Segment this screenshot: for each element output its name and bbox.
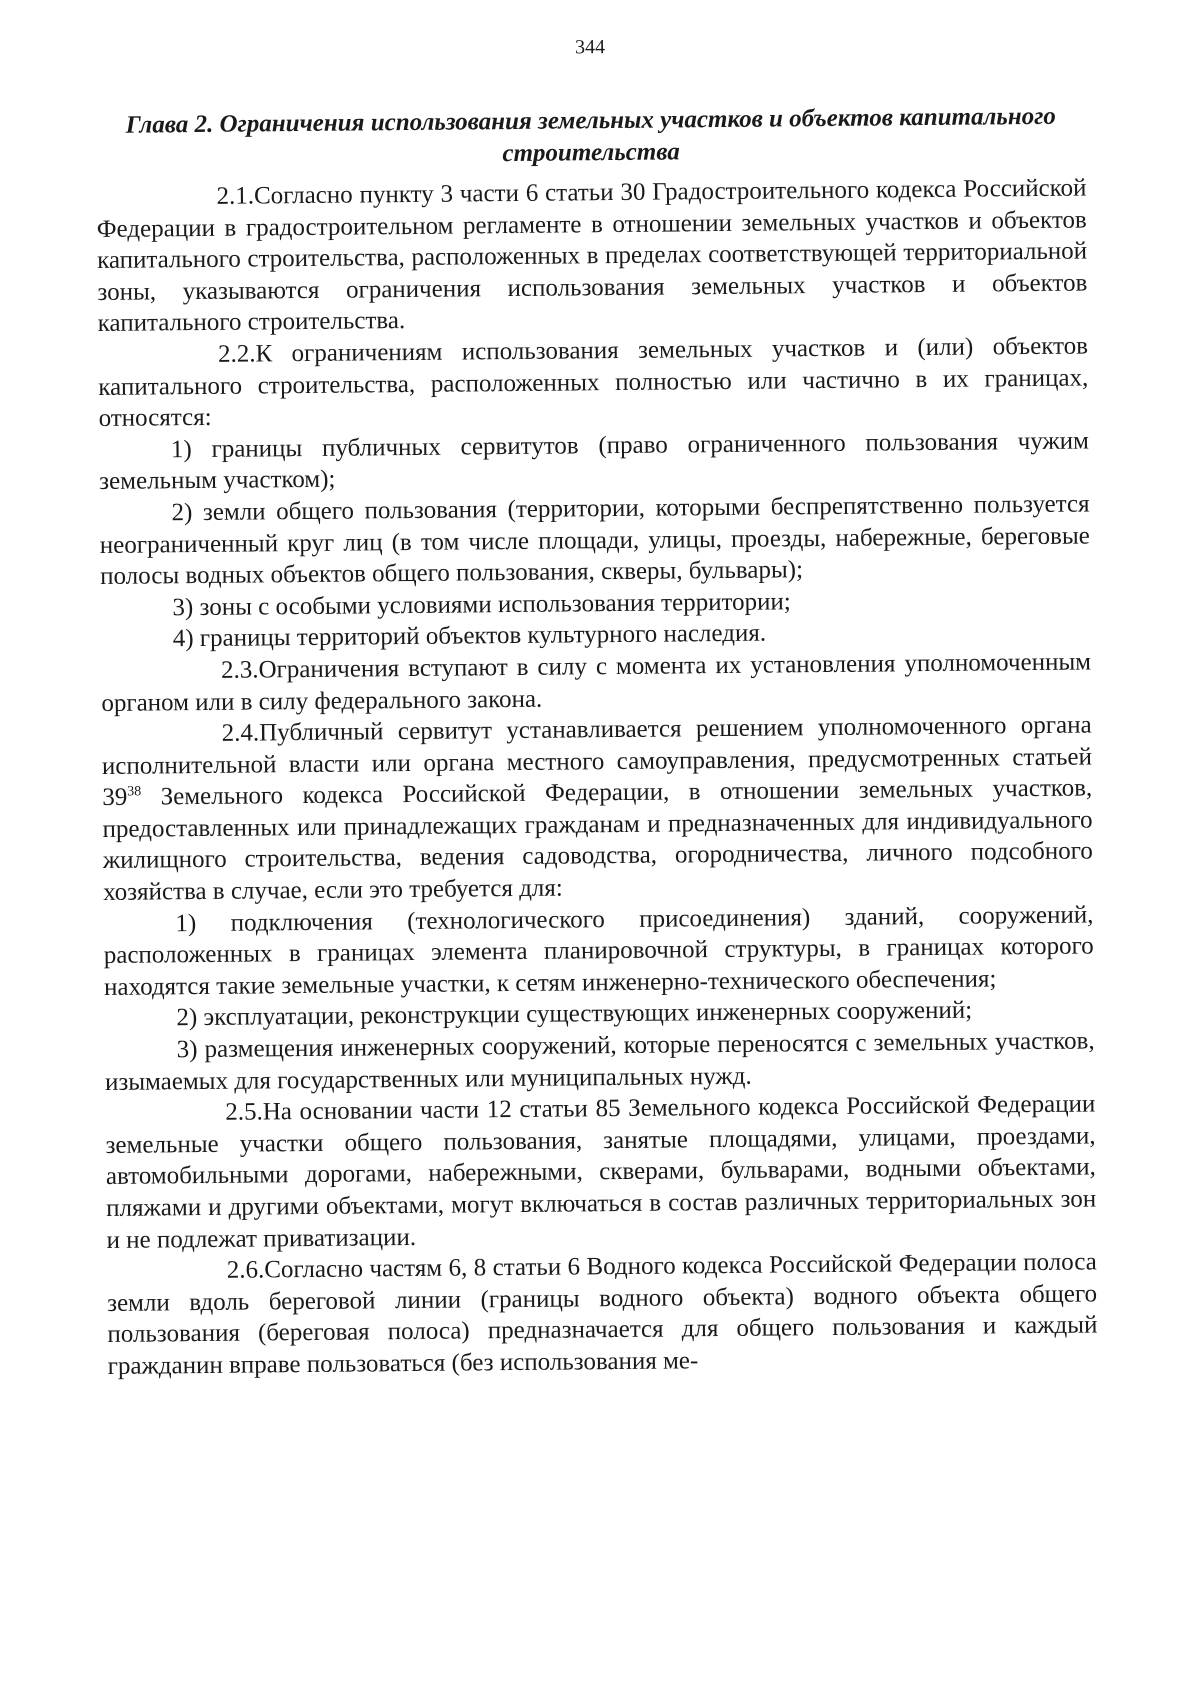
list-item: 4) границы территорий объектов культурного наследия. [172,619,767,653]
section-text: На основании части 12 статьи 85 Земельного кодекса Российской Федерации земельные участки общего пользования, занятые площадями, улицами, проездами, автомобильными дорогами, набережными, скверами, бульварами, водными объектами, пляжами и другими объектами, могут включаться в состав различных территориальных зон и не подлежат приватизации. [105,1090,1097,1254]
section-text: К ограничениям использования земельных участков и (или) объектов капитального строительства, расположенных полностью или частично в их границах, относятся: [98,332,1089,433]
list-item: 2) эксплуатации, реконструкции существующих инженерных сооружений; [176,997,973,1032]
section-2-1 [96,172,1087,339]
section-number: 2.3. [220,656,259,684]
section-number: 2.5. [225,1098,263,1127]
section-2-2 [98,330,1089,434]
section-text: Согласно частям 6, 8 статьи 6 Водного кодекса Российской Федерации полоса земли вдоль береговой линии (границы водного объекта) водного объекта общего пользования (береговая полоса) предназначается для общего пользования и каждый гражданин вправе пользоваться (без использования ме- [106,1248,1098,1380]
section-text: Публичный сервитут устанавливается решением уполномоченного органа исполнительной власти или органа местного самоуправления, предусмотренных статьей 39 [101,711,1093,812]
section-number: 2.6. [226,1256,265,1284]
list-item: 1) подключения (технологического присоединения) зданий, сооружений, расположенных в границах элемента планировочной структуры, в границах которого находятся такие земельные участки, к сетям инженерно-технического обеспечения; [103,901,1094,1001]
section-2-4 [102,710,1094,909]
section-text: Ограничения вступают в силу с момента их установления уполномоченным органом или в силу федерального закона. [101,648,1092,717]
list-item: 2) земли общего пользования (территории, которыми беспрепятственно пользуется неограниченный круг лиц (в том числе площади, улицы, проезды, набережные, береговые полосы водных объектов общего пользования, скверы, бульвары); [99,490,1090,591]
section-2-5 [105,1089,1096,1256]
section-number: 2.4. [221,719,260,747]
page-number: 344 [574,36,606,59]
list-item: 1) границы публичных сервитутов (право ограниченного пользования чужим земельным участком); [99,427,1090,496]
section-text-continued: Земельного кодекса Российской Федерации, в отношении земельных участков, предоставленных или принадлежащих гражданам и предназначенных для индивидуального жилищного строительства, ведения садоводства, огородничества, личного подсобного хозяйства в случае, если это требуется для: [102,774,1093,907]
section-2-3 [101,646,1092,719]
section-number: 2.1. [216,182,255,210]
document-page [95,30,1098,1382]
section-2-6 [107,1247,1098,1383]
section-number: 2.2. [217,340,256,368]
article-superscript: 38 [127,784,142,800]
section-text: Согласно пункту 3 части 6 статьи 30 Градостроительного кодекса Российской Федерации в градостроительном регламенте в отношении земельных участков и объектов капитального строительства, расположенных в пределах соответствующей территориальной зоны, указываются ограничения использования земельных участков и объектов капитального строительства. [96,174,1088,338]
list-item: 3) размещения инженерных сооружений, которые переносятся с земельных участков, изымаемых для государственных или муниципальных нужд. [104,1027,1095,1096]
chapter-title: Глава 2. Ограничения использования земельных участков и объектов капитального строительства [125,102,1056,168]
list-item: 3) зоны с особыми условиями использования территории; [172,588,791,622]
